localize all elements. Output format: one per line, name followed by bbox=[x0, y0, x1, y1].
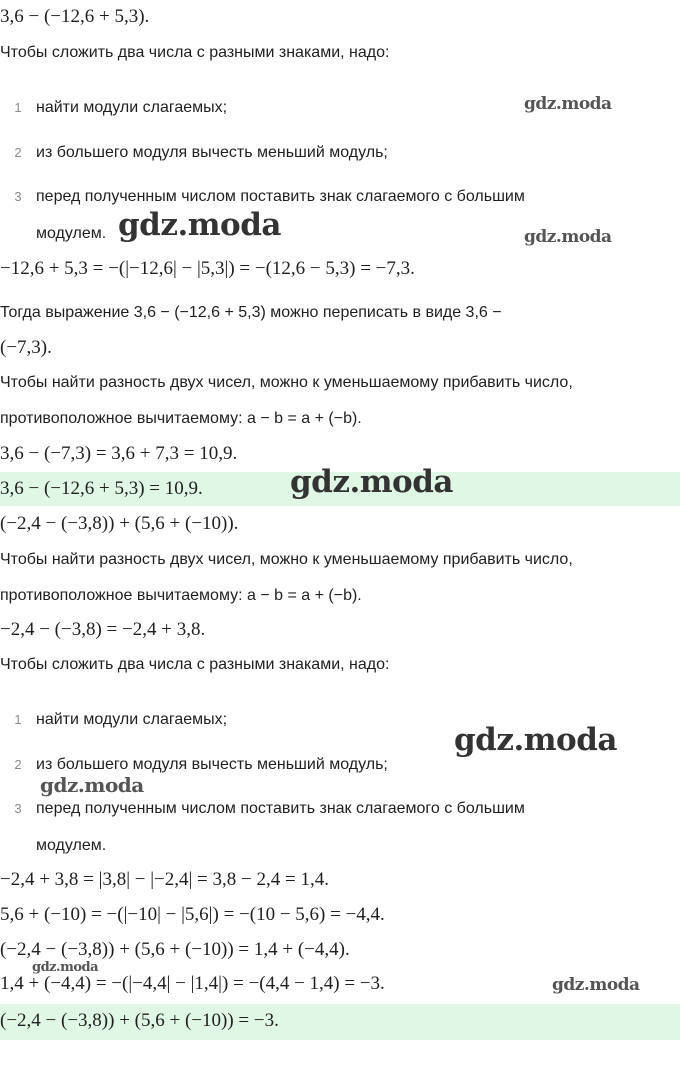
expression-1: 3,6 − (−12,6 + 5,3). bbox=[0, 6, 150, 27]
list-number: 2 bbox=[14, 145, 22, 160]
watermark: gdz.moda bbox=[40, 773, 144, 797]
list-text: модулем. bbox=[36, 837, 107, 854]
calculation-4: −2,4 + 3,8 = |3,8| − |−2,4| = 3,8 − 2,4 = 1,4. bbox=[0, 869, 329, 890]
list-item bbox=[0, 756, 388, 774]
list-text: найти модули слагаемых; bbox=[36, 711, 228, 728]
list-item bbox=[0, 99, 227, 117]
list-item bbox=[0, 144, 388, 162]
list-number: 2 bbox=[14, 757, 22, 772]
calculation-5: 5,6 + (−10) = −(|−10| − |5,6|) = −(10 − 5,6) = −4,4. bbox=[0, 904, 385, 925]
calculation-2: 3,6 − (−7,3) = 3,6 + 7,3 = 10,9. bbox=[0, 443, 238, 464]
rule-heading-2: Чтобы сложить два числа с разными знаками, надо: bbox=[0, 656, 390, 673]
list-number: 3 bbox=[14, 189, 22, 204]
watermark: gdz.moda bbox=[524, 94, 612, 114]
list-item-continuation bbox=[0, 837, 106, 855]
list-number: 1 bbox=[14, 100, 22, 115]
list-item-continuation bbox=[0, 225, 106, 243]
watermark: gdz.moda bbox=[290, 464, 453, 500]
watermark: gdz.moda bbox=[454, 722, 617, 758]
watermark: gdz.moda bbox=[552, 975, 640, 995]
list-item bbox=[0, 711, 227, 729]
calculation-7: 1,4 + (−4,4) = −(|−4,4| − |1,4|) = −(4,4 − 1,4) = −3. bbox=[0, 973, 385, 994]
rule-text-1a: Чтобы найти разность двух чисел, можно к уменьшаемому прибавить число, bbox=[0, 374, 573, 391]
answer-2: (−2,4 − (−3,8)) + (5,6 + (−10)) = −3. bbox=[0, 1010, 279, 1031]
list-text: из большего модуля вычесть меньший модуль; bbox=[36, 756, 388, 773]
list-text: модулем. bbox=[36, 225, 107, 242]
list-text: найти модули слагаемых; bbox=[36, 99, 228, 116]
rule-text-2b: противоположное вычитаемому: a − b = a + (−b). bbox=[0, 587, 362, 604]
calculation-3: −2,4 − (−3,8) = −2,4 + 3,8. bbox=[0, 619, 206, 640]
answer-1: 3,6 − (−12,6 + 5,3) = 10,9. bbox=[0, 478, 203, 499]
rule-text-1b: противоположное вычитаемому: a − b = a + (−b). bbox=[0, 410, 362, 427]
watermark: gdz.moda bbox=[524, 227, 612, 247]
list-item bbox=[0, 800, 525, 818]
list-number: 1 bbox=[14, 712, 22, 727]
explanation-1b: (−7,3). bbox=[0, 337, 52, 358]
calculation-6: (−2,4 − (−3,8)) + (5,6 + (−10)) = 1,4 + (−4,4). bbox=[0, 939, 350, 960]
explanation-1a: Тогда выражение 3,6 − (−12,6 + 5,3) можно переписать в виде 3,6 − bbox=[0, 304, 502, 321]
list-number: 3 bbox=[14, 801, 22, 816]
list-text: из большего модуля вычесть меньший модуль; bbox=[36, 144, 388, 161]
list-item bbox=[0, 188, 525, 206]
list-text: перед полученным числом поставить знак слагаемого с большим bbox=[36, 800, 525, 817]
rule-text-2a: Чтобы найти разность двух чисел, можно к уменьшаемому прибавить число, bbox=[0, 551, 573, 568]
expression-2: (−2,4 − (−3,8)) + (5,6 + (−10)). bbox=[0, 513, 239, 534]
list-text: перед полученным числом поставить знак слагаемого с большим bbox=[36, 188, 525, 205]
watermark: gdz.moda bbox=[118, 207, 281, 243]
rule-heading-1: Чтобы сложить два числа с разными знаками, надо: bbox=[0, 44, 390, 61]
watermark: gdz.moda bbox=[32, 960, 99, 975]
calculation-1: −12,6 + 5,3 = −(|−12,6| − |5,3|) = −(12,6 − 5,3) = −7,3. bbox=[0, 258, 415, 279]
